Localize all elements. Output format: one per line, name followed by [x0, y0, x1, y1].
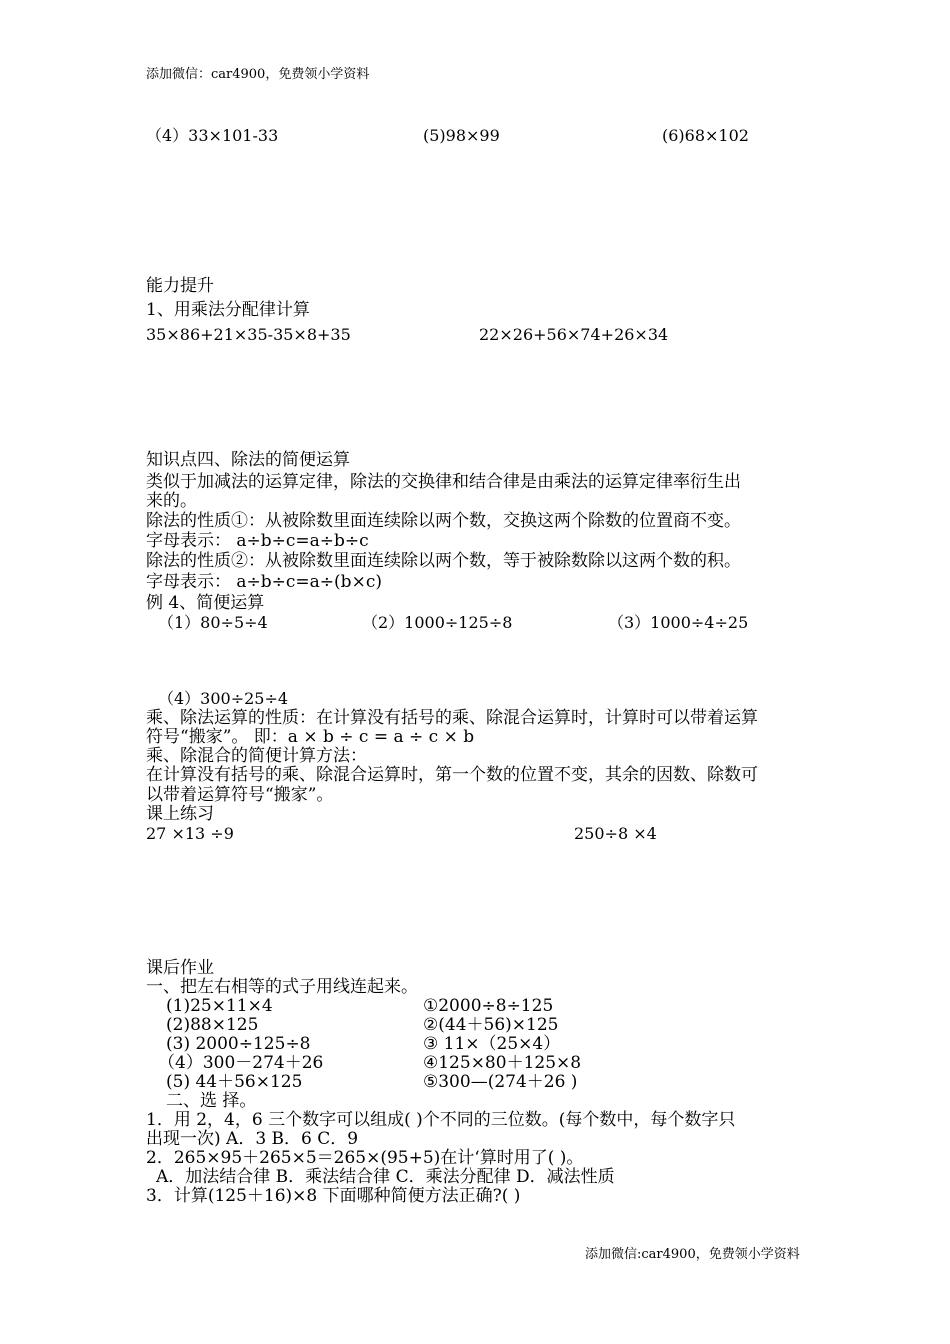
choice-q2-options: A．加法结合律 B．乘法结合律 C．乘法分配律 D．减法性质: [156, 1167, 615, 1187]
match-right-4: ④125×80＋125×8: [423, 1053, 582, 1073]
classwork-problem-2: 250÷8 ×4: [574, 824, 657, 843]
ability-problem-1: 35×86+21×35-35×8+35: [146, 325, 351, 344]
homework-part1-title: 一、把左右相等的式子用线连起来。: [146, 977, 418, 997]
choice-q2: 2．265×95＋265×5＝265×(95+5)在计‘算时用了( )。: [146, 1148, 584, 1168]
knowledge4-heading: 知识点四、除法的简便运算: [146, 450, 350, 470]
example4-heading: 例 4、简便运算: [146, 593, 265, 613]
homework-heading: 课后作业: [146, 958, 214, 978]
choice-q1-line2: 出现一次) A．3 B．6 C．9: [146, 1129, 359, 1149]
classwork-heading: 课上练习: [146, 804, 214, 824]
match-left-3: (3) 2000÷125÷8: [166, 1034, 311, 1054]
footer-note: 添加微信:car4900，免费领小学资料: [585, 1247, 800, 1262]
example4-problem-2: （2）1000÷125÷8: [362, 613, 513, 632]
ability-heading: 能力提升: [146, 276, 214, 296]
warmup-problem-4: （4）33×101-33: [146, 126, 279, 145]
match-left-5: (5) 44＋56×125: [166, 1072, 303, 1092]
mixed-property-line2: 符号“搬家”。 即：a × b ÷ c = a ÷ c × b: [146, 727, 475, 747]
mixed-property-line1: 乘、除法运算的性质：在计算没有括号的乘、除混合运算时，计算时可以带着运算: [146, 708, 758, 728]
division-property-2: 除法的性质②：从被除数里面连续除以两个数，等于被除数除以这两个数的积。: [146, 551, 741, 571]
division-property-1: 除法的性质①：从被除数里面连续除以两个数，交换这两个除数的位置商不变。: [146, 511, 741, 531]
choice-q1-line1: 1．用 2，4，6 三个数字可以组成( )个不同的三位数。(每个数中，每个数字只: [146, 1110, 736, 1130]
match-left-4: （4）300－274＋26: [158, 1053, 324, 1073]
header-note: 添加微信：car4900，免费领小学资料: [146, 67, 370, 82]
division-letters-2: 字母表示： a÷b÷c=a÷(b×c): [146, 572, 382, 592]
knowledge4-intro-line2: 来的。: [146, 491, 197, 511]
match-right-2: ②(44＋56)×125: [423, 1015, 559, 1035]
method-line2: 以带着运算符号“搬家”。: [146, 785, 334, 805]
match-right-5: ⑤300—(274＋26 ): [423, 1072, 578, 1092]
match-right-3: ③ 11×（25×4）: [423, 1034, 561, 1054]
match-left-2: (2)88×125: [166, 1015, 259, 1035]
warmup-problem-5: (5)98×99: [423, 126, 500, 145]
warmup-problem-6: (6)68×102: [662, 126, 749, 145]
match-right-1: ①2000÷8÷125: [423, 996, 554, 1016]
example4-problem-1: （1）80÷5÷4: [158, 613, 268, 632]
knowledge4-intro-line1: 类似于加减法的运算定律，除法的交换律和结合律是由乘法的运算定律率衍生出: [146, 472, 741, 492]
classwork-problem-1: 27 ×13 ÷9: [146, 824, 234, 843]
match-left-1: (1)25×11×4: [166, 996, 273, 1016]
homework-part2-title: 二、选 择。: [166, 1091, 257, 1111]
example4-problem-4: （4）300÷25÷4: [158, 689, 289, 708]
method-line1: 在计算没有括号的乘、除混合运算时，第一个数的位置不变，其余的因数、除数可: [146, 765, 758, 785]
division-letters-1: 字母表示： a÷b÷c=a÷b÷c: [146, 531, 369, 551]
choice-q3: 3．计算(125＋16)×8 下面哪种简便方法正确?( ): [146, 1186, 521, 1206]
method-title: 乘、除混合的简便计算方法：: [146, 746, 367, 766]
ability-problem-2: 22×26+56×74+26×34: [479, 325, 669, 344]
example4-problem-3: （3）1000÷4÷25: [608, 613, 749, 632]
ability-task: 1、用乘法分配律计算: [146, 300, 310, 320]
